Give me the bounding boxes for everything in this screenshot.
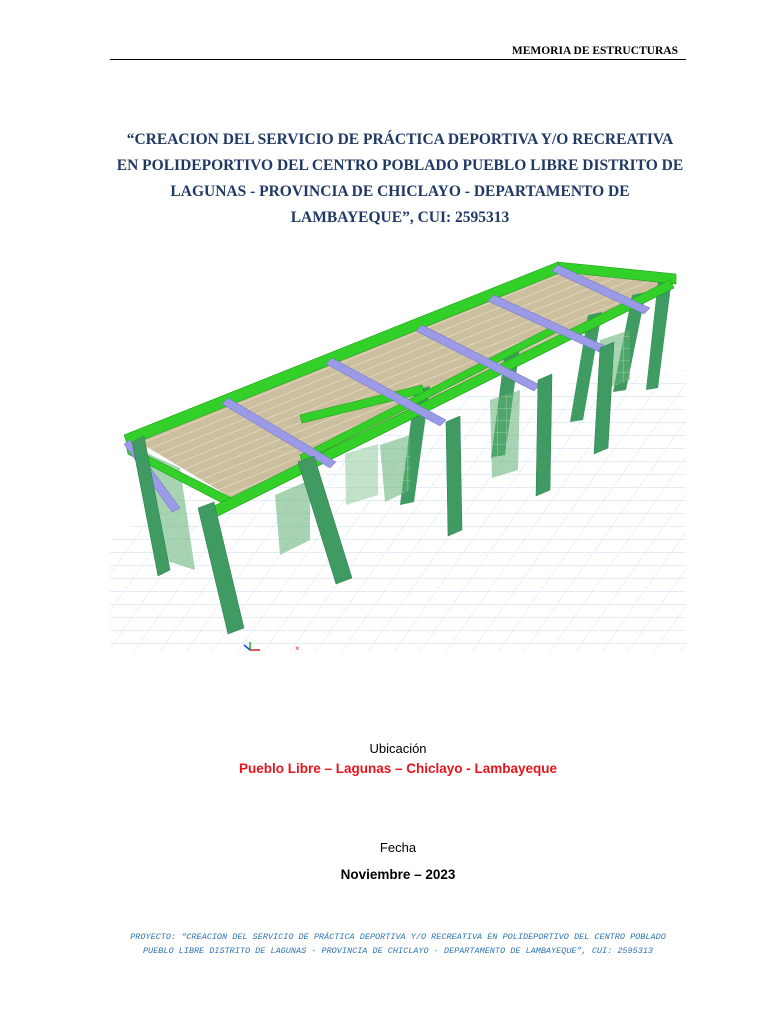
document-title xyxy=(112,127,688,231)
title-line: “CREACION DEL SERVICIO DE PRÁCTICA DEPORTIVA Y/O RECREATIVA xyxy=(126,131,674,148)
page-footer xyxy=(100,930,696,958)
location-value: Pueblo Libre – Lagunas – Chiclayo - Lambayeque xyxy=(238,761,558,776)
title-line: LAGUNAS - PROVINCIA DE CHICLAYO - DEPARTAMENTO DE xyxy=(170,183,630,200)
location-label: Ubicación xyxy=(369,741,427,756)
header-divider xyxy=(110,59,686,60)
footer-line: PUEBLO LIBRE DISTRITO DE LAGUNAS - PROVINCIA DE CHICLAYO - DEPARTAMENTO DE LAMBAYEQUE”, CUI: 2595313 xyxy=(142,946,654,956)
document-header: MEMORIA DE ESTRUCTURAS xyxy=(511,45,678,57)
structural-model-image xyxy=(110,240,686,652)
title-line: EN POLIDEPORTIVO DEL CENTRO POBLADO PUEBLO LIBRE DISTRITO DE xyxy=(116,157,684,174)
svg-text:×: × xyxy=(295,644,300,652)
title-line: LAMBAYEQUE”, CUI: 2595313 xyxy=(290,209,510,226)
date-label: Fecha xyxy=(379,840,417,855)
date-value: Noviembre – 2023 xyxy=(340,867,456,882)
footer-line: PROYECTO: “CREACION DEL SERVICIO DE PRÁCTICA DEPORTIVA Y/O RECREATIVA EN POLIDEPORTIVO DEL CENTRO POBLADO xyxy=(130,932,666,942)
